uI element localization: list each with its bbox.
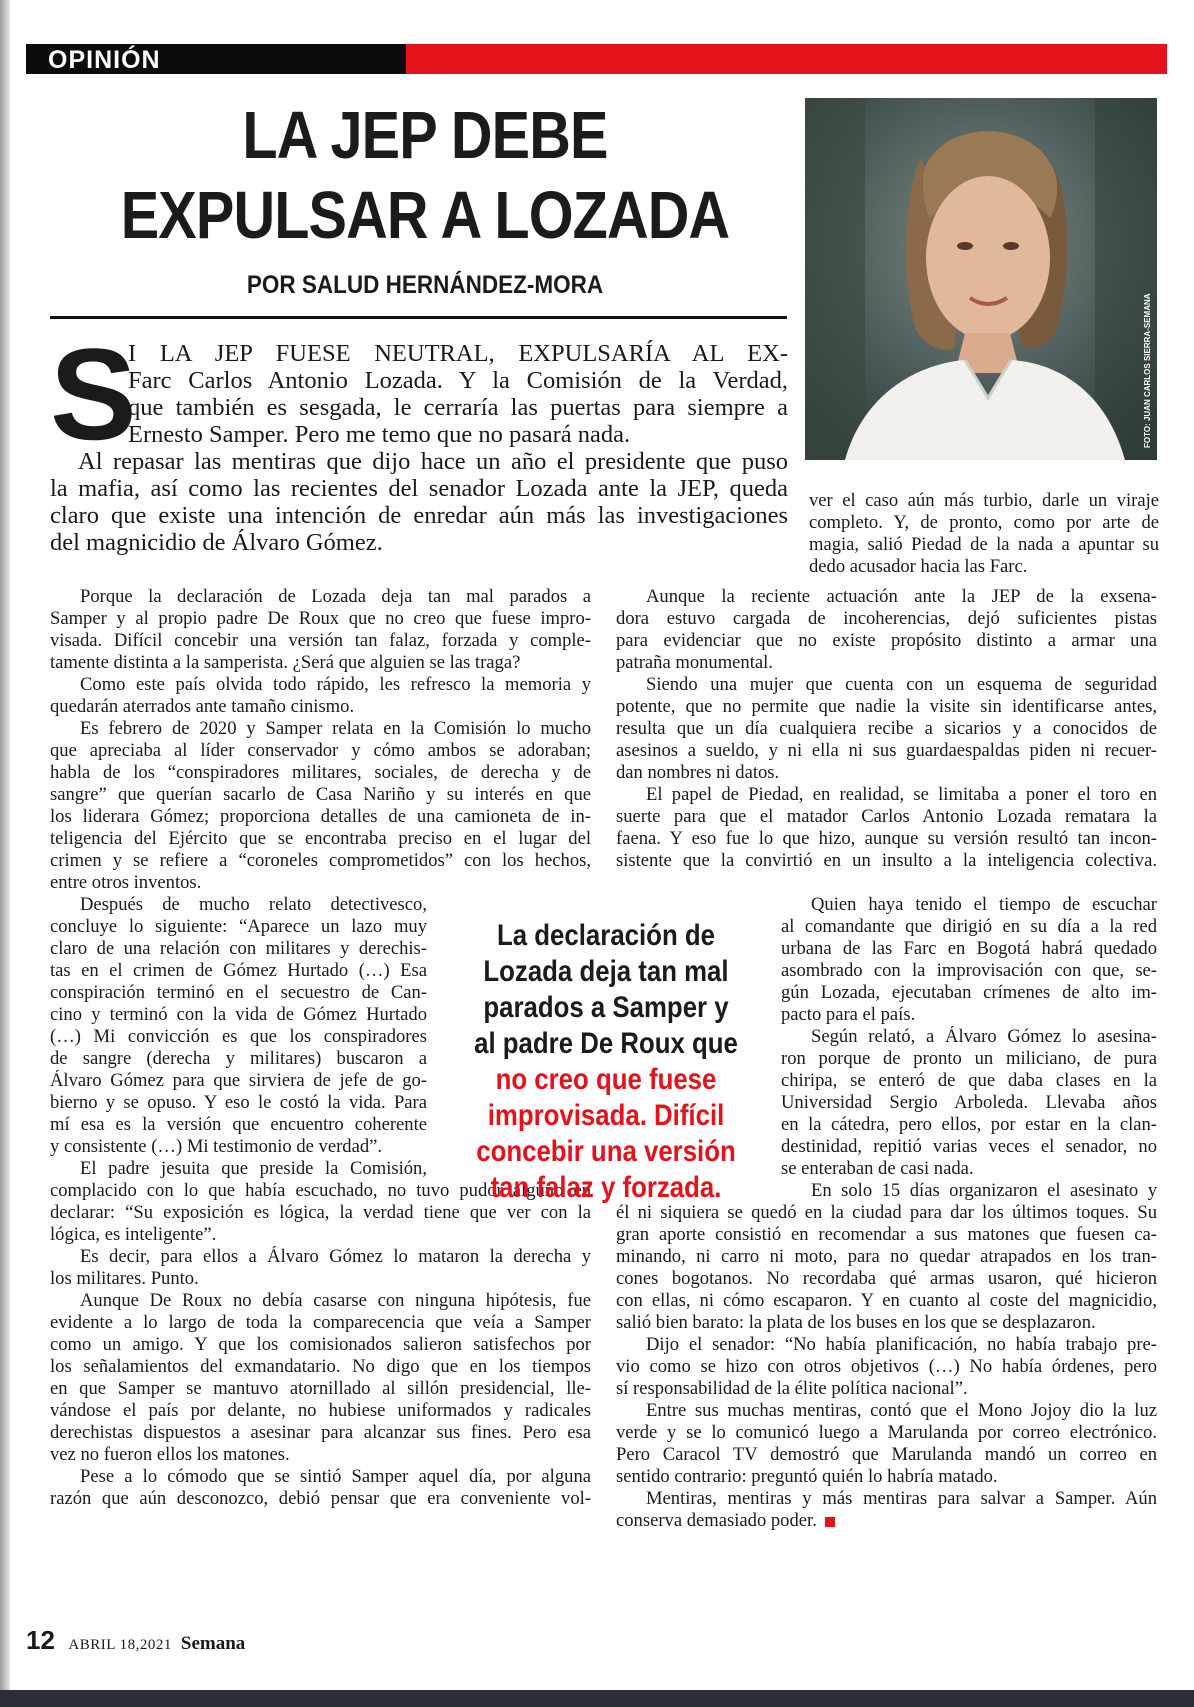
body-line: cino y terminó con la vida de Gómez Hurtado [50,1004,427,1025]
body-line: derechistas dispuestos a asesinar para alcanzar sus fines. Pero esa [50,1422,591,1443]
section-bar-red [406,44,1167,74]
body-line: completo. Y, de pronto, como por arte de [809,512,1159,533]
body-line: como un amigo. Y que los comisionados salieron satisfechos por [50,1334,591,1355]
body-line: teligencia del Ejército que se encontraba preciso en el lugar del [50,828,591,849]
body-line: que apreciaba al líder conservador y cómo ambos se adoraban; [50,740,591,761]
body-line: claro de una relación con militares y derechis- [50,938,427,959]
body-line: los militares. Punto. [50,1268,199,1289]
body-line: sí responsabilidad de la élite política nacional”. [616,1378,968,1399]
magazine-name: Semana [180,1633,246,1654]
body-line: magia, salió Piedad de la nada a apuntar su [809,534,1159,555]
pull-quote-line: al padre De Roux que [474,1027,738,1060]
lead-paragraph-2 [50,448,788,556]
body-line: quedarán aterrados ante tamaño cinismo. [50,696,355,717]
pull-quote-line-red: concebir una versión [476,1135,736,1168]
body-line: en que Samper se mantuvo atornillado al sillón presidencial, lle- [50,1378,591,1399]
body-line-final [616,1510,1157,1532]
body-line: asesinos a sueldo, y ni ella ni sus guardaespaldas piden ni recuer- [616,740,1157,761]
photo-credit-text: FOTO: JUAN CARLOS SIERRA-SEMANA [1143,293,1152,448]
body-line: ver el caso aún más turbio, darle un viraje [809,490,1159,511]
lead-line: claro que existe una intención de enredar aún más las investigaciones [50,502,788,529]
body-line: salió bien barato: la plata de los buses en los que se desplazaron. [616,1312,1096,1333]
body-line: resulta que un día cualquiera recibe a sicarios y a conocidos de [616,718,1157,739]
headline-rule [50,316,787,319]
body-line: Dijo el senador: “No había planificación, no había trabajo pre- [646,1334,1157,1355]
pull-quote-line: parados a Samper y [483,991,729,1024]
body-line: concluye lo siguiente: “Aparece un lazo muy [50,916,427,937]
page-edge-shadow [0,0,10,1707]
body-line: razón que aún desconozco, debió pensar que era conveniente vol- [50,1488,591,1509]
viewer-bottom-bar [0,1690,1194,1707]
body-line: verde y se lo comunicó luego a Marulanda por correo electrónico. [616,1422,1157,1443]
body-line: conspiración terminó en el secuestro de Can- [50,982,427,1003]
body-line: ron porque de pronto un miliciano, de pura [781,1048,1157,1069]
body-line: Siendo una mujer que cuenta con un esquema de seguridad [646,674,1157,695]
body-line: vio como se hizo con otros objetivos (…) No había órdenes, pero [616,1356,1157,1377]
body-column-right-a [616,586,1157,872]
body-line: visada. Difícil concebir una versión tan falaz, forzada y comple- [50,630,591,651]
photo-credit [1143,293,1153,448]
body-line: potente, que no permite que nadie la visite sin identificarse antes, [616,696,1157,717]
body-column-right-b [616,1202,1157,1532]
body-line: Porque la declaración de Lozada deja tan mal parados a [80,586,591,607]
body-line: entre otros inventos. [50,872,202,893]
end-mark-icon [825,1517,835,1527]
body-line: bierno y se opuso. Y eso le costó la vida. Para [50,1092,427,1113]
body-line: Aunque De Roux no debía casarse con ninguna hipótesis, fue [80,1290,591,1311]
body-line: de sangre (derecha y militares) buscaron a [50,1048,427,1069]
body-line: Samper y al propio padre De Roux que no creo que fuese impro- [50,608,591,629]
pull-quote-line-red: improvisada. Difícil [487,1099,725,1132]
body-line: minando, ni carro ni moto, para no quedar atrapados en los tran- [616,1246,1157,1267]
body-line: vez no fueron ellos los matones. [50,1444,290,1465]
body-line: lógica, es inteligente”. [50,1224,217,1245]
body-line: los liderara Gómez; proporciona detalles de una camioneta de in- [50,806,591,827]
body-line: Universidad Sergio Arboleda. Llevaba años [781,1092,1157,1113]
body-column-left-b [50,1180,591,1510]
lead-line: Al repasar las mentiras que dijo hace un año el presidente que puso [78,448,788,475]
body-line: tamente distinta a la samperista. ¿Será que alguien se las traga? [50,652,521,673]
issue-date: ABRIL 18,2021 [68,1637,172,1653]
lead-line: del magnicidio de Álvaro Gómez. [50,529,383,556]
body-line: chiripa, se enteró de que daba clases en la [781,1070,1157,1091]
body-column-left-narrow [50,894,427,1180]
author-portrait-illustration [805,98,1157,460]
body-line: Mentiras, mentiras y más mentiras para salvar a Samper. Aún [646,1488,1157,1509]
body-column-right-narrow [781,894,1157,1202]
body-line: asombrado con la improvisación con que, se- [781,960,1157,981]
body-line: En solo 15 días organizaron el asesinato y [811,1180,1157,1201]
body-line: crimen y se refiere a “coroneles comprometidos” con los hechos, [50,850,591,871]
body-line: suerte para que el matador Carlos Antonio Lozada rematara la [616,806,1157,827]
byline: POR SALUD HERNÁNDEZ-MORA [246,271,604,299]
body-line: para evidenciar que no existe propósito distinto a armar una [616,630,1157,651]
body-line: faena. Y eso fue lo que hizo, aunque su versión resultó tan incon- [616,828,1157,849]
body-line: Según relató, a Álvaro Gómez lo asesina- [811,1026,1157,1047]
drop-cap: S [50,321,137,467]
body-line: destinidad, repitió varias veces el senador, no [781,1136,1157,1157]
body-line: declarar: “Su exposición es lógica, la verdad tiene que ver con la [50,1202,591,1223]
section-header-bar [26,44,1167,74]
body-column-left-a [50,586,591,894]
body-line: patraña monumental. [616,652,773,673]
pull-quote [450,918,762,1206]
pull-quote-line: La declaración de [497,919,715,952]
headline [111,96,739,256]
body-line: complacido con lo que había escuchado, no tuvo pudor alguno en [50,1180,591,1201]
body-line: sentido contrario: preguntó quién lo habría matado. [616,1466,998,1487]
body-line: urbana de las Farc en Bogotá habrá quedado [781,938,1157,959]
body-line: evidente a lo largo de toda la comparecencia que veía a Samper [50,1312,591,1333]
lead-line: que también es sesgada, le cerraría las puertas para siempre a [128,394,788,421]
lead-line: la mafia, así como las recientes del senador Lozada ante la JEP, queda [50,475,788,502]
pull-quote-line-red: no creo que fuese [495,1063,717,1096]
body-line: gran aporte consistió en recomendar a sus matones que fuesen ca- [616,1224,1157,1245]
body-line: dan nombres ni datos. [616,762,780,783]
lead-line: Ernesto Samper. Pero me temo que no pasará nada. [128,421,631,448]
pull-quote-line-red: tan falaz y forzada. [490,1171,722,1204]
body-line: Álvaro Gómez para que sirviera de jefe de go- [50,1070,427,1091]
body-line: gún Lozada, ejecutaban crímenes de alto im- [781,982,1157,1003]
body-line: Quien haya tenido el tiempo de escuchar [811,894,1157,915]
body-line: Entre sus muchas mentiras, contó que el Mono Jojoy dio la luz [646,1400,1157,1421]
body-line: sangre” que querían sacarlo de Casa Nariño y su interés en que [50,784,591,805]
body-line: en la cátedra, pero ellos, por estar en la clan- [781,1114,1157,1135]
body-line: se enteraban de casi nada. [781,1158,974,1179]
pull-quote-line: Lozada deja tan mal [483,955,729,988]
page-footer [26,1625,245,1656]
body-line: pacto para el país. [781,1004,916,1025]
body-line: El papel de Piedad, en realidad, se limitaba a poner el toro en [646,784,1157,805]
author-photo [805,98,1157,460]
body-line: mí esa es la versión que encuentro coherente [50,1114,427,1135]
body-line: cones bogotanos. No recordaba qué armas usaron, qué hicieron [616,1268,1157,1289]
body-line: habla de los “conspiradores militares, sociales, de derecha y de [50,762,591,783]
body-line: al comandante que dirigió en su día a la red [781,916,1157,937]
body-line: (…) Mi convicción es que los conspiradores [50,1026,427,1047]
body-line: Pese a lo cómodo que se sintió Samper aquel día, por alguna [80,1466,591,1487]
body-line: vándose el país por delante, no hubiese uniformados y radicales [50,1400,591,1421]
page-number: 12 [26,1625,55,1655]
body-line: Como este país olvida todo rápido, les refresco la memoria y [80,674,591,695]
body-line: Es febrero de 2020 y Samper relata en la Comisión lo mucho [80,718,591,739]
body-line: con ellas, ni cómo escaparon. Y en cuanto al coste del magnicidio, [616,1290,1157,1311]
body-line: él ni siquiera se quedó en la ciudad para dar los últimos toques. Su [616,1202,1157,1223]
headline-line: EXPULSAR A LOZADA [120,178,730,253]
headline-line: LA JEP DEBE [242,98,608,173]
body-line: Aunque la reciente actuación ante la JEP de la exsena- [646,586,1157,607]
body-column-right-top [809,490,1159,578]
lead-paragraph [128,340,788,448]
body-line: Pero Caracol TV demostró que Marulanda mandó un correo en [616,1444,1157,1465]
lead-line: Farc Carlos Antonio Lozada. Y la Comisión de la Verdad, [128,367,788,394]
body-line: dedo acusador hacia las Farc. [809,556,1028,577]
body-line: El padre jesuita que preside la Comisión, [80,1158,427,1179]
body-line: sistente que la convirtió en un insulto a la inteligencia colectiva. [616,850,1157,871]
body-line: dora estuvo cargada de incoherencias, dejó suficientes pistas [616,608,1157,629]
body-line: y consistente (…) Mi testimonio de verdad”. [50,1136,383,1157]
section-label: OPINIÓN [48,46,161,74]
body-line: Después de mucho relato detectivesco, [80,894,427,915]
body-line: Es decir, para ellos a Álvaro Gómez lo mataron la derecha y [80,1246,591,1267]
lead-line: I LA JEP FUESE NEUTRAL, EXPULSARÍA AL EX- [128,340,788,367]
body-line: los señalamientos del exmandatario. No digo que en los tiempos [50,1356,591,1377]
body-line-final-text: conserva demasiado poder. [616,1510,817,1531]
body-line: tas en el crimen de Gómez Hurtado (…) Esa [50,960,427,981]
